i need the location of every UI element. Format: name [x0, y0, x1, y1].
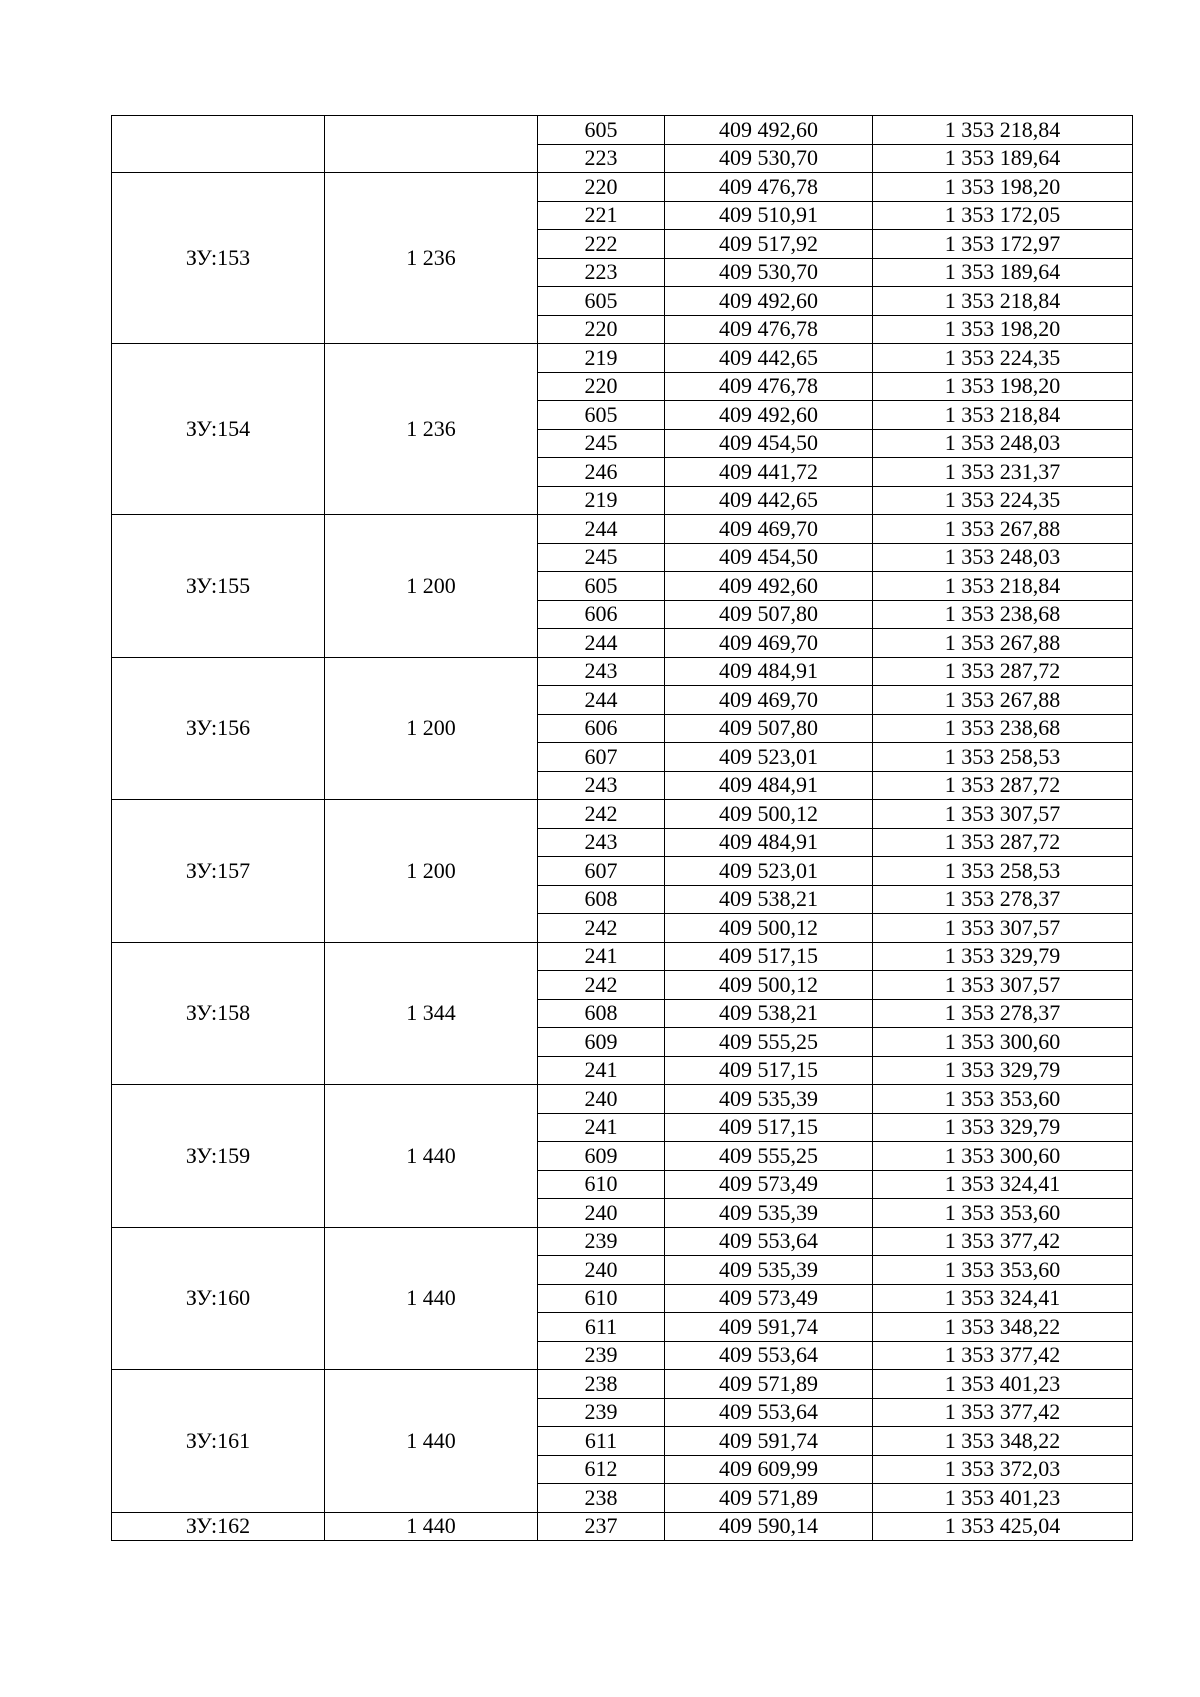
- point-number-cell: 605: [538, 287, 665, 316]
- coordinates-table: [111, 115, 1133, 1541]
- coordinate-y-cell: 1 353 238,68: [873, 714, 1133, 743]
- coordinate-x-cell: 409 469,70: [665, 629, 873, 658]
- coordinate-x-cell: 409 500,12: [665, 800, 873, 829]
- coordinate-y-cell: 1 353 248,03: [873, 543, 1133, 572]
- coordinate-y-cell: 1 353 231,37: [873, 458, 1133, 487]
- coordinate-y-cell: 1 353 300,60: [873, 1142, 1133, 1171]
- parcel-area-cell: 1 200: [325, 515, 538, 658]
- table-row: [112, 1227, 1133, 1256]
- point-number-cell: 611: [538, 1427, 665, 1456]
- parcel-id-cell: ЗУ:161: [112, 1370, 325, 1513]
- point-number-cell: 241: [538, 942, 665, 971]
- parcel-id-cell: ЗУ:158: [112, 942, 325, 1085]
- coordinate-y-cell: 1 353 377,42: [873, 1227, 1133, 1256]
- table-row: [112, 1085, 1133, 1114]
- coordinate-y-cell: 1 353 238,68: [873, 600, 1133, 629]
- parcel-area-cell: 1 440: [325, 1512, 538, 1541]
- coordinate-y-cell: 1 353 425,04: [873, 1512, 1133, 1541]
- parcel-area-cell: 1 344: [325, 942, 538, 1085]
- coordinate-y-cell: 1 353 189,64: [873, 258, 1133, 287]
- coordinate-y-cell: 1 353 267,88: [873, 515, 1133, 544]
- coordinate-x-cell: 409 442,65: [665, 486, 873, 515]
- coordinate-x-cell: 409 492,60: [665, 401, 873, 430]
- coordinate-y-cell: 1 353 287,72: [873, 657, 1133, 686]
- parcel-area-cell: 1 440: [325, 1370, 538, 1513]
- point-number-cell: 245: [538, 429, 665, 458]
- coordinate-y-cell: 1 353 353,60: [873, 1199, 1133, 1228]
- coordinate-x-cell: 409 484,91: [665, 771, 873, 800]
- coordinate-x-cell: 409 591,74: [665, 1427, 873, 1456]
- coordinate-y-cell: 1 353 224,35: [873, 486, 1133, 515]
- table-row: [112, 1370, 1133, 1399]
- coordinate-y-cell: 1 353 401,23: [873, 1370, 1133, 1399]
- point-number-cell: 221: [538, 201, 665, 230]
- point-number-cell: 243: [538, 771, 665, 800]
- point-number-cell: 608: [538, 885, 665, 914]
- coordinate-x-cell: 409 492,60: [665, 572, 873, 601]
- point-number-cell: 610: [538, 1284, 665, 1313]
- table-row: [112, 657, 1133, 686]
- coordinate-x-cell: 409 476,78: [665, 173, 873, 202]
- coordinate-y-cell: 1 353 307,57: [873, 800, 1133, 829]
- parcel-area-cell: 1 440: [325, 1085, 538, 1228]
- coordinate-y-cell: 1 353 172,97: [873, 230, 1133, 259]
- point-number-cell: 605: [538, 401, 665, 430]
- coordinate-x-cell: 409 484,91: [665, 828, 873, 857]
- coordinate-y-cell: 1 353 287,72: [873, 771, 1133, 800]
- point-number-cell: 220: [538, 173, 665, 202]
- coordinate-x-cell: 409 609,99: [665, 1455, 873, 1484]
- point-number-cell: 246: [538, 458, 665, 487]
- coordinate-y-cell: 1 353 278,37: [873, 885, 1133, 914]
- coordinate-x-cell: 409 492,60: [665, 287, 873, 316]
- point-number-cell: 244: [538, 629, 665, 658]
- table-row: [112, 344, 1133, 373]
- coordinate-x-cell: 409 454,50: [665, 543, 873, 572]
- point-number-cell: 242: [538, 971, 665, 1000]
- coordinate-y-cell: 1 353 329,79: [873, 1056, 1133, 1085]
- coordinate-y-cell: 1 353 218,84: [873, 401, 1133, 430]
- coordinate-y-cell: 1 353 258,53: [873, 857, 1133, 886]
- point-number-cell: 242: [538, 914, 665, 943]
- parcel-id-cell: ЗУ:153: [112, 173, 325, 344]
- point-number-cell: 605: [538, 572, 665, 601]
- parcel-id-cell: ЗУ:156: [112, 657, 325, 800]
- parcel-area-cell: 1 236: [325, 344, 538, 515]
- point-number-cell: 219: [538, 344, 665, 373]
- coordinate-x-cell: 409 476,78: [665, 372, 873, 401]
- coordinate-y-cell: 1 353 198,20: [873, 372, 1133, 401]
- point-number-cell: 609: [538, 1028, 665, 1057]
- coordinate-y-cell: 1 353 287,72: [873, 828, 1133, 857]
- coordinate-y-cell: 1 353 300,60: [873, 1028, 1133, 1057]
- coordinate-y-cell: 1 353 224,35: [873, 344, 1133, 373]
- coordinate-y-cell: 1 353 377,42: [873, 1341, 1133, 1370]
- coordinate-x-cell: 409 571,89: [665, 1484, 873, 1513]
- point-number-cell: 606: [538, 714, 665, 743]
- table-row: [112, 515, 1133, 544]
- coordinate-y-cell: 1 353 372,03: [873, 1455, 1133, 1484]
- point-number-cell: 240: [538, 1199, 665, 1228]
- point-number-cell: 239: [538, 1227, 665, 1256]
- coordinate-x-cell: 409 538,21: [665, 885, 873, 914]
- parcel-area-cell: 1 200: [325, 657, 538, 800]
- coordinate-y-cell: 1 353 198,20: [873, 173, 1133, 202]
- coordinate-x-cell: 409 555,25: [665, 1142, 873, 1171]
- coordinate-y-cell: 1 353 324,41: [873, 1284, 1133, 1313]
- coordinate-x-cell: 409 530,70: [665, 144, 873, 173]
- coordinate-y-cell: 1 353 172,05: [873, 201, 1133, 230]
- point-number-cell: 243: [538, 657, 665, 686]
- coordinate-x-cell: 409 492,60: [665, 116, 873, 145]
- point-number-cell: 611: [538, 1313, 665, 1342]
- coordinate-y-cell: 1 353 307,57: [873, 971, 1133, 1000]
- point-number-cell: 243: [538, 828, 665, 857]
- coordinate-x-cell: 409 454,50: [665, 429, 873, 458]
- parcel-id-cell: ЗУ:154: [112, 344, 325, 515]
- coordinate-y-cell: 1 353 248,03: [873, 429, 1133, 458]
- point-number-cell: 607: [538, 857, 665, 886]
- point-number-cell: 239: [538, 1398, 665, 1427]
- coordinate-x-cell: 409 571,89: [665, 1370, 873, 1399]
- coordinate-x-cell: 409 484,91: [665, 657, 873, 686]
- table-row: [112, 173, 1133, 202]
- parcel-id-cell: [112, 116, 325, 173]
- parcel-id-cell: ЗУ:159: [112, 1085, 325, 1228]
- parcel-area-cell: 1 236: [325, 173, 538, 344]
- point-number-cell: 244: [538, 515, 665, 544]
- point-number-cell: 606: [538, 600, 665, 629]
- coordinate-x-cell: 409 573,49: [665, 1170, 873, 1199]
- point-number-cell: 240: [538, 1085, 665, 1114]
- coordinate-y-cell: 1 353 218,84: [873, 116, 1133, 145]
- coordinate-y-cell: 1 353 267,88: [873, 629, 1133, 658]
- point-number-cell: 222: [538, 230, 665, 259]
- coordinate-x-cell: 409 469,70: [665, 686, 873, 715]
- point-number-cell: 241: [538, 1113, 665, 1142]
- point-number-cell: 239: [538, 1341, 665, 1370]
- coordinate-x-cell: 409 535,39: [665, 1256, 873, 1285]
- point-number-cell: 240: [538, 1256, 665, 1285]
- point-number-cell: 612: [538, 1455, 665, 1484]
- coordinate-y-cell: 1 353 278,37: [873, 999, 1133, 1028]
- coordinate-x-cell: 409 553,64: [665, 1227, 873, 1256]
- table-row: [112, 800, 1133, 829]
- table-row: [112, 116, 1133, 145]
- coordinate-y-cell: 1 353 377,42: [873, 1398, 1133, 1427]
- point-number-cell: 223: [538, 144, 665, 173]
- coordinate-y-cell: 1 353 324,41: [873, 1170, 1133, 1199]
- coordinate-y-cell: 1 353 353,60: [873, 1085, 1133, 1114]
- coordinate-x-cell: 409 517,92: [665, 230, 873, 259]
- coordinate-y-cell: 1 353 329,79: [873, 1113, 1133, 1142]
- coordinate-y-cell: 1 353 329,79: [873, 942, 1133, 971]
- coordinates-table-body: [112, 116, 1133, 1541]
- parcel-id-cell: ЗУ:160: [112, 1227, 325, 1370]
- point-number-cell: 610: [538, 1170, 665, 1199]
- table-row: [112, 1512, 1133, 1541]
- coordinate-x-cell: 409 573,49: [665, 1284, 873, 1313]
- coordinate-x-cell: 409 523,01: [665, 743, 873, 772]
- coordinate-y-cell: 1 353 307,57: [873, 914, 1133, 943]
- point-number-cell: 241: [538, 1056, 665, 1085]
- table-row: [112, 942, 1133, 971]
- coordinate-x-cell: 409 500,12: [665, 914, 873, 943]
- coordinate-x-cell: 409 517,15: [665, 1113, 873, 1142]
- coordinate-x-cell: 409 476,78: [665, 315, 873, 344]
- point-number-cell: 238: [538, 1370, 665, 1399]
- parcel-id-cell: ЗУ:155: [112, 515, 325, 658]
- coordinate-x-cell: 409 469,70: [665, 515, 873, 544]
- coordinate-x-cell: 409 441,72: [665, 458, 873, 487]
- coordinate-x-cell: 409 523,01: [665, 857, 873, 886]
- coordinate-y-cell: 1 353 401,23: [873, 1484, 1133, 1513]
- coordinate-x-cell: 409 530,70: [665, 258, 873, 287]
- point-number-cell: 244: [538, 686, 665, 715]
- coordinate-x-cell: 409 517,15: [665, 1056, 873, 1085]
- coordinate-x-cell: 409 510,91: [665, 201, 873, 230]
- parcel-id-cell: ЗУ:157: [112, 800, 325, 943]
- coordinate-y-cell: 1 353 218,84: [873, 572, 1133, 601]
- point-number-cell: 607: [538, 743, 665, 772]
- coordinate-y-cell: 1 353 267,88: [873, 686, 1133, 715]
- coordinate-x-cell: 409 535,39: [665, 1085, 873, 1114]
- coordinate-x-cell: 409 507,80: [665, 714, 873, 743]
- coordinate-x-cell: 409 553,64: [665, 1341, 873, 1370]
- point-number-cell: 220: [538, 315, 665, 344]
- parcel-area-cell: 1 440: [325, 1227, 538, 1370]
- coordinate-x-cell: 409 442,65: [665, 344, 873, 373]
- point-number-cell: 223: [538, 258, 665, 287]
- coordinate-x-cell: 409 591,74: [665, 1313, 873, 1342]
- point-number-cell: 237: [538, 1512, 665, 1541]
- coordinate-y-cell: 1 353 258,53: [873, 743, 1133, 772]
- coordinate-x-cell: 409 590,14: [665, 1512, 873, 1541]
- parcel-id-cell: ЗУ:162: [112, 1512, 325, 1541]
- point-number-cell: 220: [538, 372, 665, 401]
- coordinate-x-cell: 409 517,15: [665, 942, 873, 971]
- coordinate-y-cell: 1 353 189,64: [873, 144, 1133, 173]
- coordinate-x-cell: 409 535,39: [665, 1199, 873, 1228]
- parcel-area-cell: [325, 116, 538, 173]
- point-number-cell: 245: [538, 543, 665, 572]
- point-number-cell: 605: [538, 116, 665, 145]
- coordinate-x-cell: 409 553,64: [665, 1398, 873, 1427]
- point-number-cell: 242: [538, 800, 665, 829]
- coordinate-x-cell: 409 500,12: [665, 971, 873, 1000]
- coordinate-y-cell: 1 353 218,84: [873, 287, 1133, 316]
- point-number-cell: 609: [538, 1142, 665, 1171]
- point-number-cell: 238: [538, 1484, 665, 1513]
- point-number-cell: 608: [538, 999, 665, 1028]
- point-number-cell: 219: [538, 486, 665, 515]
- coordinate-x-cell: 409 555,25: [665, 1028, 873, 1057]
- coordinate-y-cell: 1 353 348,22: [873, 1313, 1133, 1342]
- coordinate-x-cell: 409 507,80: [665, 600, 873, 629]
- coordinate-y-cell: 1 353 353,60: [873, 1256, 1133, 1285]
- coordinate-y-cell: 1 353 198,20: [873, 315, 1133, 344]
- coordinate-x-cell: 409 538,21: [665, 999, 873, 1028]
- parcel-area-cell: 1 200: [325, 800, 538, 943]
- coordinate-y-cell: 1 353 348,22: [873, 1427, 1133, 1456]
